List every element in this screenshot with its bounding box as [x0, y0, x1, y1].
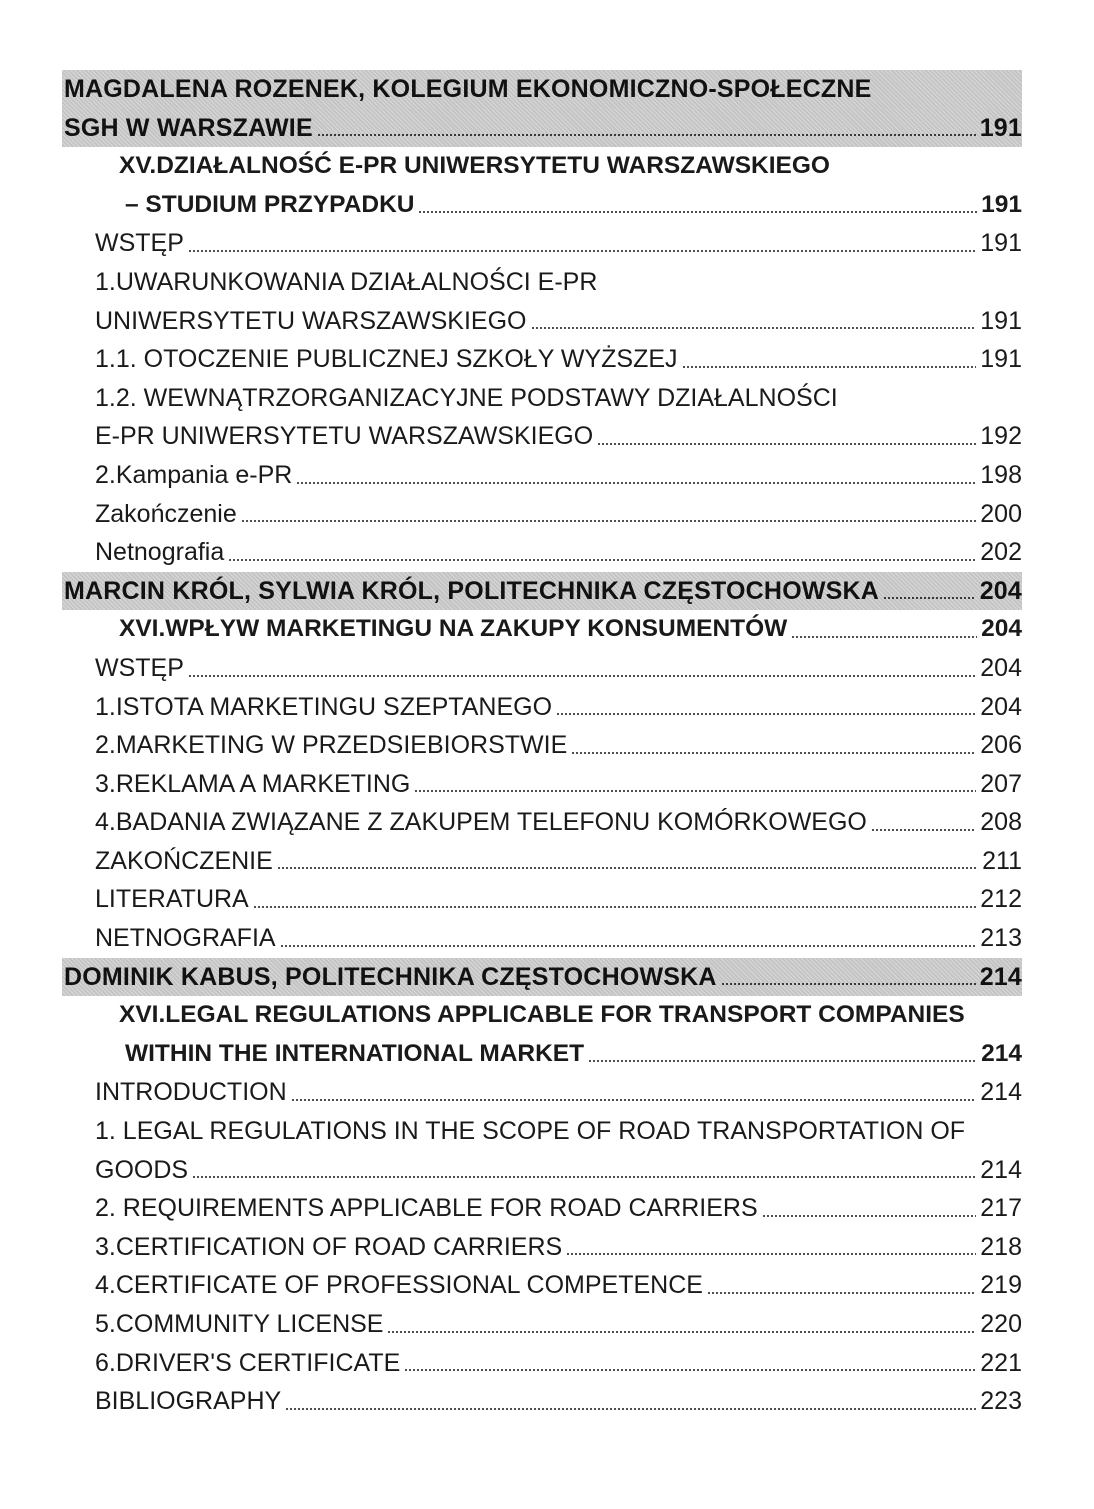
toc-entry-line[interactable]: [62, 919, 1022, 958]
toc-entry-line[interactable]: [62, 1305, 1022, 1344]
toc-entry-text: 4.CERTIFICATE OF PROFESSIONAL COMPETENCE: [95, 1271, 703, 1300]
chapter-title-text: WITHIN THE INTERNATIONAL MARKET: [125, 1039, 585, 1067]
dot-leader: [571, 751, 976, 755]
toc-entry-line[interactable]: [62, 224, 1022, 263]
dot-leader: [188, 249, 976, 253]
toc-entry-text: UNIWERSYTETU WARSZAWSKIEGO: [95, 306, 527, 335]
chapter-title-line[interactable]: [62, 186, 1022, 225]
toc-entry-text: Netnografia: [95, 538, 225, 567]
chapter-title-line[interactable]: [62, 1035, 1022, 1074]
toc-entry-line[interactable]: [62, 379, 1022, 418]
toc-entry-line[interactable]: [62, 1112, 1022, 1151]
toc-entry-line[interactable]: [62, 765, 1022, 804]
dot-leader: [418, 210, 977, 214]
chapter-title-text: XVI.WPŁYW MARKETINGU NA ZAKUPY KONSUMENTÓW: [119, 615, 788, 643]
dot-leader: [192, 1175, 976, 1179]
toc-entry-text: ZAKOŃCZENIE: [95, 846, 273, 875]
chapter-title-line[interactable]: [62, 610, 1022, 649]
dot-leader: [721, 982, 976, 986]
toc-entry-text: 1. LEGAL REGULATIONS IN THE SCOPE OF ROAD TRANSPORTATION OF: [95, 1117, 966, 1146]
dot-leader: [588, 1059, 977, 1063]
chapter-title-page-number: 214: [981, 1039, 1022, 1067]
dot-leader: [566, 1252, 976, 1256]
toc-entry-line[interactable]: [62, 842, 1022, 881]
toc-entry-line[interactable]: [62, 456, 1022, 495]
toc-entry-text: GOODS: [95, 1155, 189, 1184]
toc-entry-page-number: 191: [980, 306, 1022, 335]
toc-entry-page-number: 202: [980, 538, 1022, 567]
dot-leader: [387, 1330, 976, 1334]
toc-entry-page-number: 200: [980, 499, 1022, 528]
dot-leader: [404, 1368, 976, 1372]
author-heading-page-number: 204: [979, 576, 1022, 605]
dot-leader: [531, 326, 977, 330]
toc-entry-text: 5.COMMUNITY LICENSE: [95, 1310, 384, 1338]
dot-leader: [871, 828, 976, 832]
toc-entry-line[interactable]: [62, 688, 1022, 727]
toc-entry-line[interactable]: [62, 1382, 1022, 1421]
toc-entry-text: WSTĘP: [95, 653, 184, 682]
dot-leader: [791, 635, 977, 639]
toc-entry-text: 3.CERTIFICATION OF ROAD CARRIERS: [95, 1232, 563, 1261]
toc-entry-page-number: 207: [980, 769, 1022, 798]
toc-entry-line[interactable]: [62, 495, 1022, 534]
toc-entry-line[interactable]: [62, 1228, 1022, 1267]
toc-entry-text: BIBLIOGRAPHY: [95, 1387, 282, 1416]
toc-entry-line[interactable]: [62, 302, 1022, 341]
toc-entry-text: 3.REKLAMA A MARKETING: [95, 769, 411, 798]
chapter-title-text: XV.DZIAŁALNOŚĆ E-PR UNIWERSYTETU WARSZAWSKIEGO: [119, 152, 830, 180]
toc-entry-line[interactable]: [62, 1266, 1022, 1305]
dot-leader: [762, 1214, 977, 1218]
toc-entry-line[interactable]: [62, 533, 1022, 572]
toc-entry-line[interactable]: [62, 880, 1022, 919]
dot-leader: [285, 1407, 976, 1411]
author-heading-page-number: 191: [979, 113, 1022, 142]
dot-leader: [414, 789, 976, 793]
chapter-title-text: – STUDIUM PRZYPADKU: [125, 190, 415, 218]
chapter-title-line[interactable]: [62, 147, 1022, 186]
author-heading-line: [62, 958, 1022, 997]
dot-leader: [253, 905, 977, 909]
toc-entry-page-number: 212: [980, 885, 1022, 914]
toc-entry-text: INTRODUCTION: [95, 1078, 287, 1107]
toc-entry-line[interactable]: [62, 803, 1022, 842]
dot-leader: [228, 558, 976, 562]
toc-entry-page-number: 219: [980, 1271, 1022, 1300]
chapter-title-page-number: 191: [981, 190, 1022, 218]
toc-entry-page-number: 220: [980, 1310, 1022, 1338]
toc-entry-page-number: 221: [980, 1348, 1022, 1377]
toc-entry-page-number: 214: [980, 1155, 1022, 1184]
toc-entry-page-number: 206: [980, 731, 1022, 760]
dot-leader: [682, 365, 977, 369]
toc-entry-text: 1.UWARUNKOWANIA DZIAŁALNOŚCI E-PR: [95, 267, 598, 296]
toc-entry-text: NETNOGRAFIA: [95, 924, 276, 953]
toc-entry-page-number: 213: [980, 924, 1022, 953]
toc-entry-page-number: 214: [980, 1078, 1022, 1107]
toc-entry-text: 4.BADANIA ZWIĄZANE Z ZAKUPEM TELEFONU KOMÓRKOWEGO: [95, 808, 867, 837]
author-heading-line: [62, 109, 1022, 148]
toc-entry-page-number: 211: [982, 846, 1022, 875]
author-heading-text: SGH W WARSZAWIE: [64, 113, 313, 142]
toc-entry-page-number: 204: [980, 653, 1022, 682]
toc-entry-line[interactable]: [62, 263, 1022, 302]
toc-entry-text: E-PR UNIWERSYTETU WARSZAWSKIEGO: [95, 422, 594, 451]
dot-leader: [707, 1291, 976, 1295]
toc-entry-line[interactable]: [62, 1344, 1022, 1383]
author-heading-line: [62, 70, 1022, 109]
toc-entry-page-number: 198: [980, 460, 1022, 489]
toc-entry-text: 1.ISTOTA MARKETINGU SZEPTANEGO: [95, 692, 553, 721]
toc-entry-text: Zakończenie: [95, 499, 237, 528]
toc-entry-line[interactable]: [62, 340, 1022, 379]
dot-leader: [296, 481, 976, 485]
dot-leader: [188, 674, 976, 678]
toc-entry-text: 2. REQUIREMENTS APPLICABLE FOR ROAD CARRIERS: [95, 1194, 758, 1223]
toc-entry-page-number: 217: [980, 1194, 1022, 1223]
toc-entry-text: LITERATURA: [95, 885, 249, 914]
toc-entry-page-number: 191: [980, 345, 1022, 374]
toc-entry-text: 6.DRIVER'S CERTIFICATE: [95, 1348, 401, 1377]
author-heading-text: DOMINIK KABUS, POLITECHNIKA CZĘSTOCHOWSKA: [64, 962, 717, 991]
toc-entry-page-number: 192: [980, 422, 1022, 451]
toc-entry-text: 1.1. OTOCZENIE PUBLICZNEJ SZKOŁY WYŻSZEJ: [95, 345, 678, 374]
table-of-contents: [62, 70, 1022, 1421]
toc-entry-page-number: 218: [980, 1232, 1022, 1261]
chapter-title-text: XVI.LEGAL REGULATIONS APPLICABLE FOR TRANSPORT COMPANIES: [119, 1001, 965, 1029]
toc-entry-page-number: 191: [980, 229, 1022, 258]
toc-entry-line[interactable]: [62, 417, 1022, 456]
author-heading-text: MARCIN KRÓL, SYLWIA KRÓL, POLITECHNIKA CZĘSTOCHOWSKA: [64, 576, 880, 605]
dot-leader: [597, 442, 976, 446]
toc-entry-text: 2.Kampania e-PR: [95, 460, 293, 489]
dot-leader: [291, 1098, 977, 1102]
dot-leader: [280, 944, 977, 948]
toc-entry-line[interactable]: [62, 1151, 1022, 1190]
toc-entry-text: WSTĘP: [95, 229, 184, 258]
toc-entry-text: 1.2. WEWNĄTRZORGANIZACYJNE PODSTAWY DZIAŁALNOŚCI: [95, 383, 838, 412]
dot-leader: [883, 596, 976, 600]
toc-entry-text: 2.MARKETING W PRZEDSIEBIORSTWIE: [95, 731, 568, 760]
toc-entry-line[interactable]: [62, 649, 1022, 688]
dot-leader: [317, 133, 976, 137]
author-heading-line: [62, 572, 1022, 611]
toc-entry-page-number: 223: [980, 1387, 1022, 1416]
dot-leader: [556, 712, 976, 716]
toc-entry-page-number: 204: [980, 692, 1022, 721]
toc-entry-line[interactable]: [62, 726, 1022, 765]
toc-entry-page-number: 208: [980, 808, 1022, 837]
toc-entry-line[interactable]: [62, 1189, 1022, 1228]
chapter-title-line[interactable]: [62, 996, 1022, 1035]
author-heading-text: MAGDALENA ROZENEK, KOLEGIUM EKONOMICZNO-SPOŁECZNE: [64, 75, 872, 103]
dot-leader: [277, 866, 978, 870]
author-heading-page-number: 214: [979, 962, 1022, 991]
dot-leader: [241, 519, 977, 523]
chapter-title-page-number: 204: [981, 615, 1022, 643]
toc-entry-line[interactable]: [62, 1073, 1022, 1112]
